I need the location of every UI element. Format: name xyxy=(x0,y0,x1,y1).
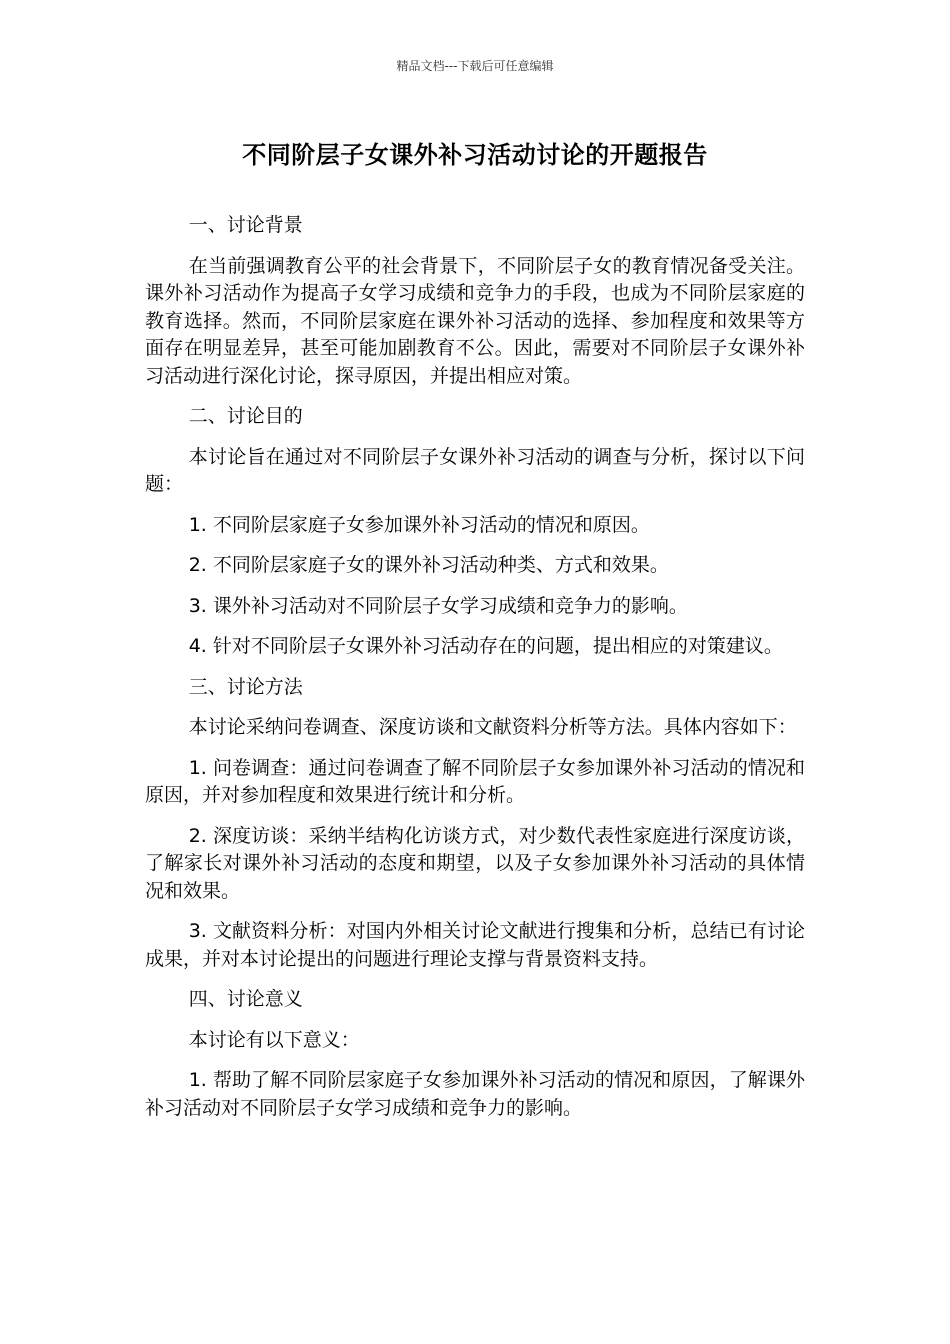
method-item-3: 3. 文献资料分析：对国内外相关讨论文献进行搜集和分析，总结已有讨论成果，并对本讨论提出的问题进行理论支撑与背景资料支持。 xyxy=(145,920,805,970)
paragraph-significance-intro: 本讨论有以下意义： xyxy=(188,1028,360,1051)
section-heading-methods: 三、讨论方法 xyxy=(188,675,303,698)
significance-item-1: 1. 帮助了解不同阶层家庭子女参加课外补习活动的情况和原因，了解课外补习活动对不同阶层子女学习成绩和竞争力的影响。 xyxy=(145,1069,805,1119)
document-body xyxy=(145,212,805,1135)
section-heading-background: 一、讨论背景 xyxy=(188,214,303,236)
document-title: 不同阶层子女课外补习活动讨论的开题报告 xyxy=(242,141,708,169)
page-header: 精品文档---下载后可任意编辑 xyxy=(396,59,554,73)
paragraph-methods-intro: 本讨论采纳问卷调查、深度访谈和文献资料分析等方法。具体内容如下： xyxy=(188,716,797,738)
purpose-item-1: 1. 不同阶层家庭子女参加课外补习活动的情况和原因。 xyxy=(188,513,650,536)
paragraph-purpose-intro: 本讨论旨在通过对不同阶层子女课外补习活动的调查与分析，探讨以下问题： xyxy=(145,445,805,495)
method-item-1: 1. 问卷调查：通过问卷调查了解不同阶层子女参加课外补习活动的情况和原因，并对参加程度和效果进行统计和分析。 xyxy=(145,756,805,806)
purpose-item-3: 3. 课外补习活动对不同阶层子女学习成绩和竞争力的影响。 xyxy=(188,594,688,617)
purpose-item-4: 4. 针对不同阶层子女课外补习活动存在的问题，提出相应的对策建议。 xyxy=(188,635,783,657)
purpose-item-2: 2. 不同阶层家庭子女的课外补习活动种类、方式和效果。 xyxy=(188,554,669,576)
section-heading-significance: 四、讨论意义 xyxy=(188,988,303,1010)
method-item-2: 2. 深度访谈：采纳半结构化访谈方式，对少数代表性家庭进行深度访谈，了解家长对课外补习活动的态度和期望，以及子女参加课外补习活动的具体情况和效果。 xyxy=(145,824,805,902)
paragraph-background: 在当前强调教育公平的社会背景下，不同阶层子女的教育情况备受关注。课外补习活动作为提高子女学习成绩和竞争力的手段，也成为不同阶层家庭的教育选择。然而，不同阶层家庭在课外补习活动的选择、参加程度和效果等方面存在明显差异，甚至可能加剧教育不公。因此，需要对不同阶层子女课外补习活动进行深化讨论，探寻原因，并提出相应对策。 xyxy=(145,254,805,387)
section-heading-purpose: 二、讨论目的 xyxy=(188,405,303,427)
